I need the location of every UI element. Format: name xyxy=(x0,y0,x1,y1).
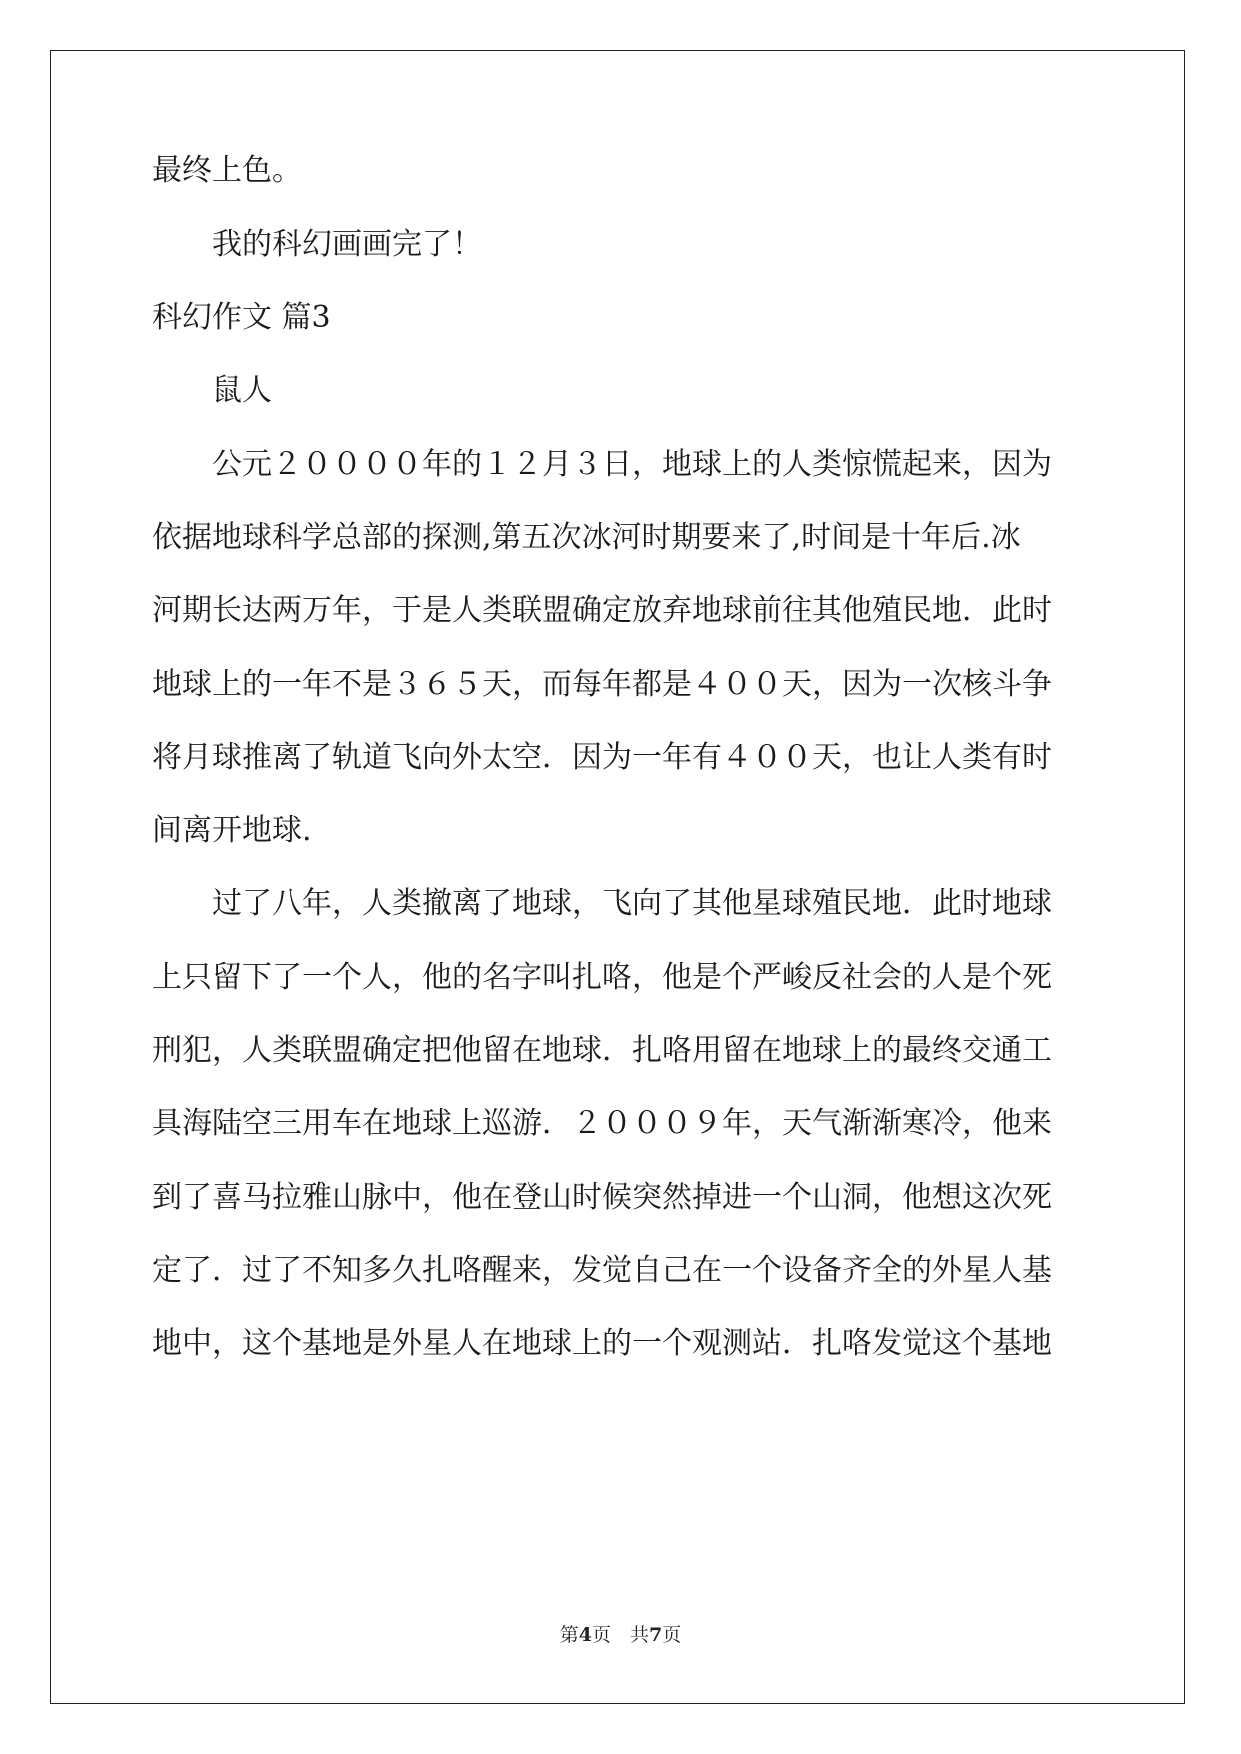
text-line: 刑犯，人类联盟确定把他留在地球．扎咯用留在地球上的最终交通工 xyxy=(152,1033,1052,1068)
text-line: 公元２００００年的１２月３日，地球上的人类惊慌起来，因为 xyxy=(212,447,1052,482)
footer-suffix: 页 xyxy=(662,1624,682,1646)
text-line: 到了喜马拉雅山脉中，他在登山时候突然掉进一个山洞，他想这次死 xyxy=(152,1180,1052,1215)
section-heading: 科幻作文 篇3 xyxy=(152,300,331,335)
text-line: 具海陆空三用车在地球上巡游．２０００９年，天气渐渐寒冷，他来 xyxy=(152,1106,1052,1141)
text-line: 间离开地球. xyxy=(152,813,312,848)
text-line: 将月球推离了轨道飞向外太空．因为一年有４００天，也让人类有时 xyxy=(152,740,1052,775)
footer-prefix: 第 xyxy=(559,1624,579,1646)
text-line: 河期长达两万年，于是人类联盟确定放弃地球前往其他殖民地．此时 xyxy=(152,593,1052,628)
page-border xyxy=(50,50,1185,1704)
footer-middle: 页 共 xyxy=(591,1624,649,1646)
text-line: 最终上色。 xyxy=(152,153,302,188)
text-line: 地中，这个基地是外星人在地球上的一个观测站．扎咯发觉这个基地 xyxy=(152,1326,1052,1361)
text-line: 定了．过了不知多久扎咯醒来，发觉自己在一个设备齐全的外星人基 xyxy=(152,1253,1052,1288)
text-line: 上只留下了一个人，他的名字叫扎咯，他是个严峻反社会的人是个死 xyxy=(152,960,1052,995)
text-line: 依据地球科学总部的探测,第五次冰河时期要来了,时间是十年后.冰 xyxy=(152,520,1021,555)
text-line: 过了八年，人类撤离了地球，飞向了其他星球殖民地．此时地球 xyxy=(212,886,1052,921)
essay-title: 鼠人 xyxy=(212,373,272,408)
total-page-number: 7 xyxy=(649,1624,663,1646)
text-line: 地球上的一年不是３６５天，而每年都是４００天，因为一次核斗争 xyxy=(152,667,1052,702)
text-line: 我的科幻画画完了！ xyxy=(212,227,482,262)
page-footer xyxy=(0,1620,1241,1647)
current-page-number: 4 xyxy=(578,1624,592,1646)
